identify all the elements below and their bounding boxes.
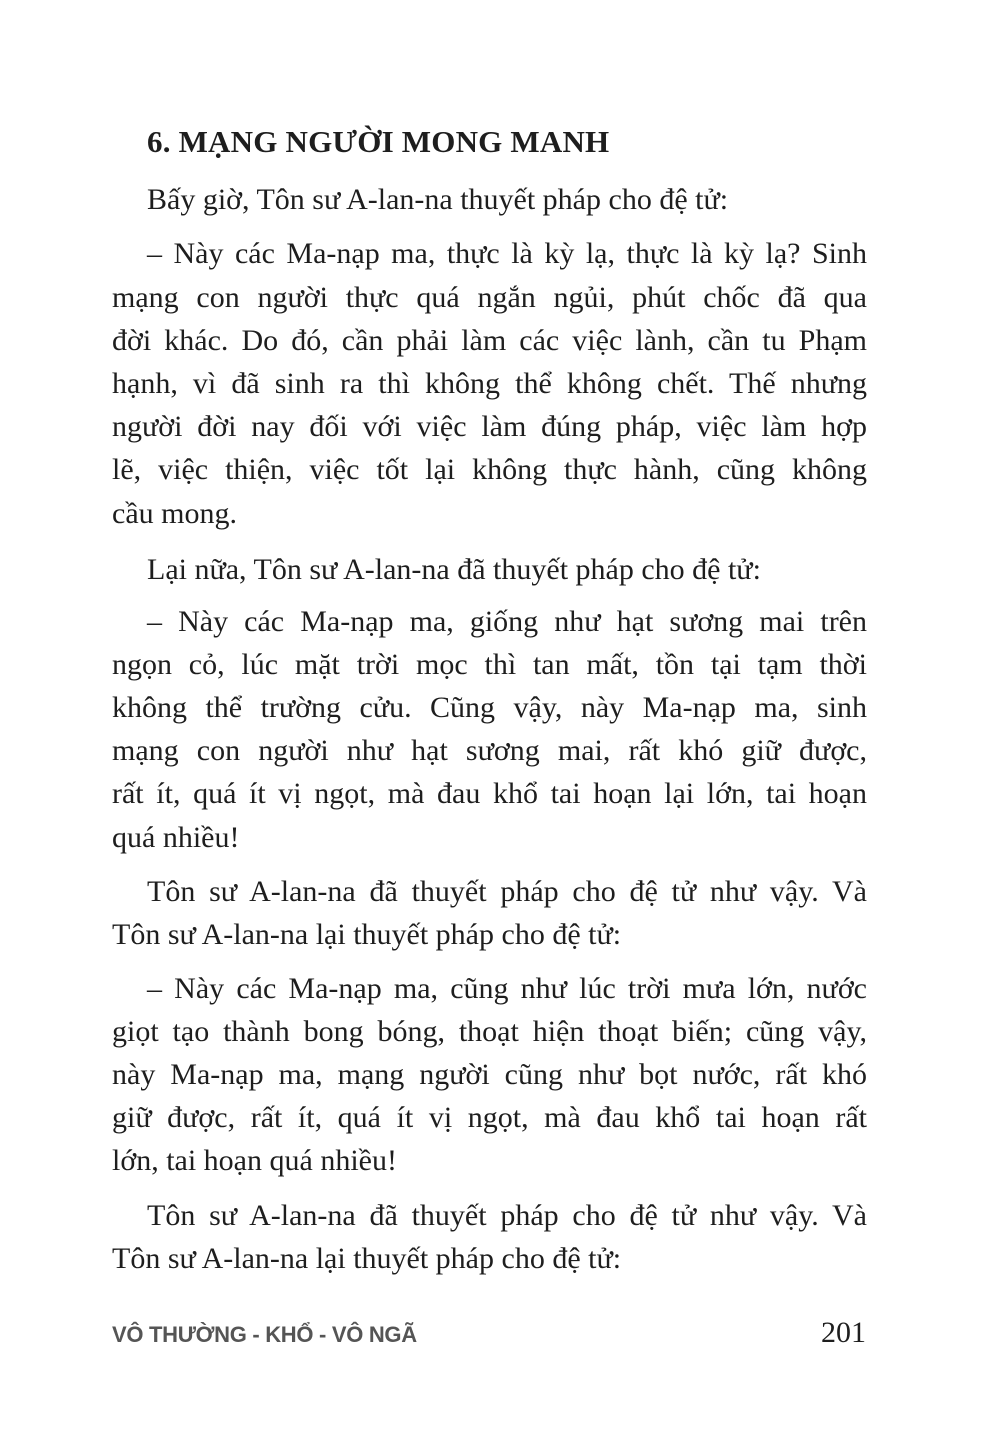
paragraph-line: Tôn sư A-lan-na lại thuyết pháp cho đệ tử:: [112, 1242, 622, 1275]
paragraph-line: Lại nữa, Tôn sư A-lan-na đã thuyết pháp cho đệ tử:: [147, 553, 761, 586]
paragraph-line: Tôn sư A-lan-na lại thuyết pháp cho đệ tử:: [112, 918, 622, 951]
paragraph-line: quá nhiều!: [112, 821, 240, 854]
section-title: 6. MẠNG NGƯỜI MONG MANH: [147, 124, 610, 159]
paragraph-line: không thể trường cửu. Cũng vậy, này Ma-nạp ma, sinh: [112, 691, 867, 724]
running-footer-title: VÔ THƯỜNG - KHỔ - VÔ NGÃ: [112, 1322, 417, 1347]
paragraph-line: này Ma-nạp ma, mạng người cũng như bọt nước, rất khó: [112, 1058, 867, 1091]
paragraph-line: – Này các Ma-nạp ma, thực là kỳ lạ, thực là kỳ lạ? Sinh: [147, 237, 867, 270]
page-number: 201: [821, 1316, 866, 1349]
paragraph-line: – Này các Ma-nạp ma, giống như hạt sương mai trên: [147, 605, 867, 638]
paragraph-line: mạng con người như hạt sương mai, rất khó giữ được,: [112, 734, 867, 767]
paragraph-line: cầu mong.: [112, 497, 237, 530]
paragraph-line: ngọn cỏ, lúc mặt trời mọc thì tan mất, tồn tại tạm thời: [112, 648, 867, 681]
paragraph-line: lẽ, việc thiện, việc tốt lại không thực hành, cũng không: [112, 453, 867, 486]
paragraph-line: giọt tạo thành bong bóng, thoạt hiện thoạt biến; cũng vậy,: [112, 1015, 867, 1048]
paragraph-line: Tôn sư A-lan-na đã thuyết pháp cho đệ tử như vậy. Và: [147, 875, 867, 908]
paragraph-line: Tôn sư A-lan-na đã thuyết pháp cho đệ tử như vậy. Và: [147, 1199, 867, 1232]
paragraph-line: người đời nay đối với việc làm đúng pháp, việc làm hợp: [112, 410, 867, 443]
paragraph-line: lớn, tai hoạn quá nhiều!: [112, 1144, 397, 1177]
paragraph-line: – Này các Ma-nạp ma, cũng như lúc trời mưa lớn, nước: [147, 972, 867, 1005]
paragraph-line: giữ được, rất ít, quá ít vị ngọt, mà đau khổ tai hoạn rất: [112, 1101, 867, 1134]
paragraph-line: Bấy giờ, Tôn sư A-lan-na thuyết pháp cho đệ tử:: [147, 183, 729, 216]
paragraph-line: rất ít, quá ít vị ngọt, mà đau khổ tai hoạn lại lớn, tai hoạn: [112, 777, 867, 810]
paragraph-line: đời khác. Do đó, cần phải làm các việc lành, cần tu Phạm: [112, 324, 867, 357]
paragraph-line: mạng con người thực quá ngắn ngủi, phút chốc đã qua: [112, 281, 867, 314]
paragraph-line: hạnh, vì đã sinh ra thì không thể không chết. Thế nhưng: [112, 367, 867, 400]
